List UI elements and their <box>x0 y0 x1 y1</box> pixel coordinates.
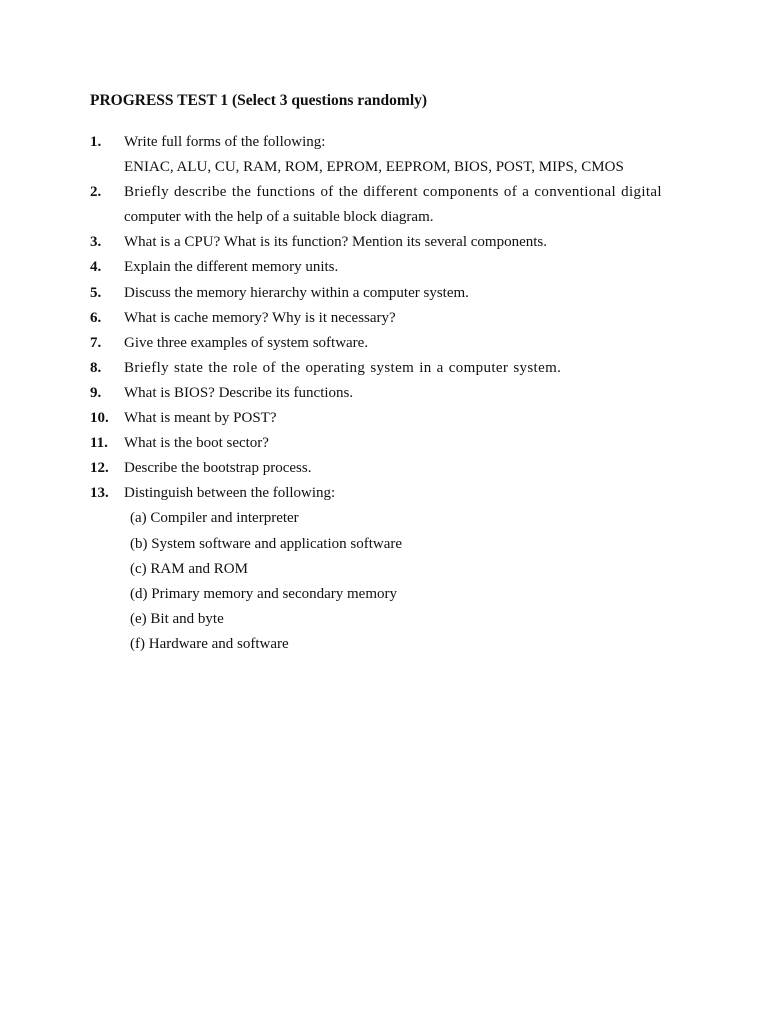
sub-question-item: (b) System software and application software <box>130 535 402 552</box>
question-number: 8. <box>90 359 102 376</box>
sub-question-item: (f) Hardware and software <box>130 635 289 652</box>
question-number: 6. <box>90 309 102 326</box>
question-list <box>90 130 690 657</box>
question-line: Explain the different memory units. <box>124 259 339 276</box>
question-text <box>124 456 690 481</box>
question-10 <box>90 406 690 431</box>
question-text <box>124 130 690 180</box>
question-text <box>124 356 690 381</box>
page-title: PROGRESS TEST 1 (Select 3 questions randomly) <box>90 92 428 109</box>
question-9 <box>90 381 690 406</box>
question-line: What is BIOS? Describe its functions. <box>124 384 354 401</box>
question-6 <box>90 306 690 331</box>
sub-question-item: (e) Bit and byte <box>130 610 224 627</box>
question-text <box>124 481 690 657</box>
question-11 <box>90 431 690 456</box>
question-number: 12. <box>90 460 109 477</box>
question-3 <box>90 230 690 255</box>
question-line: Give three examples of system software. <box>124 334 369 351</box>
question-number: 4. <box>90 259 102 276</box>
question-line: Briefly state the role of the operating system in a computer system. <box>124 359 562 376</box>
question-line: Describe the bootstrap process. <box>124 460 312 477</box>
question-text <box>124 180 690 230</box>
question-text <box>124 230 690 255</box>
question-number: 2. <box>90 184 102 201</box>
question-number: 10. <box>90 410 109 427</box>
question-line: What is the boot sector? <box>124 435 269 452</box>
question-7 <box>90 331 690 356</box>
question-13 <box>90 481 690 657</box>
question-12 <box>90 456 690 481</box>
sub-question-list <box>124 506 690 657</box>
question-text <box>124 255 690 280</box>
question-text <box>124 406 690 431</box>
question-text <box>124 306 690 331</box>
sub-question-item: (c) RAM and ROM <box>130 560 248 577</box>
question-1 <box>90 130 690 180</box>
question-number: 7. <box>90 334 102 351</box>
question-text <box>124 381 690 406</box>
question-line: Briefly describe the functions of the different components of a conventional digital <box>124 184 662 201</box>
question-line: ENIAC, ALU, CU, RAM, ROM, EPROM, EEPROM, BIOS, POST, MIPS, CMOS <box>124 159 624 176</box>
sub-question-item: (d) Primary memory and secondary memory <box>130 585 398 602</box>
question-4 <box>90 255 690 280</box>
question-line: computer with the help of a suitable block diagram. <box>124 209 434 226</box>
question-8 <box>90 356 690 381</box>
question-text <box>124 331 690 356</box>
question-line: Discuss the memory hierarchy within a computer system. <box>124 284 469 301</box>
question-line: What is meant by POST? <box>124 410 277 427</box>
question-text <box>124 281 690 306</box>
question-number: 3. <box>90 234 102 251</box>
sub-question-item: (a) Compiler and interpreter <box>130 510 299 527</box>
question-line: Distinguish between the following: <box>124 485 336 502</box>
question-line: What is a CPU? What is its function? Mention its several components. <box>124 234 547 251</box>
question-number: 1. <box>90 134 102 150</box>
question-number: 13. <box>90 485 109 502</box>
question-5 <box>90 281 690 306</box>
question-line: What is cache memory? Why is it necessary? <box>124 309 396 326</box>
question-text <box>124 431 690 456</box>
question-line: Write full forms of the following: <box>124 134 326 150</box>
question-number: 11. <box>90 435 108 452</box>
question-number: 9. <box>90 384 102 401</box>
question-number: 5. <box>90 284 102 301</box>
question-2 <box>90 180 690 230</box>
